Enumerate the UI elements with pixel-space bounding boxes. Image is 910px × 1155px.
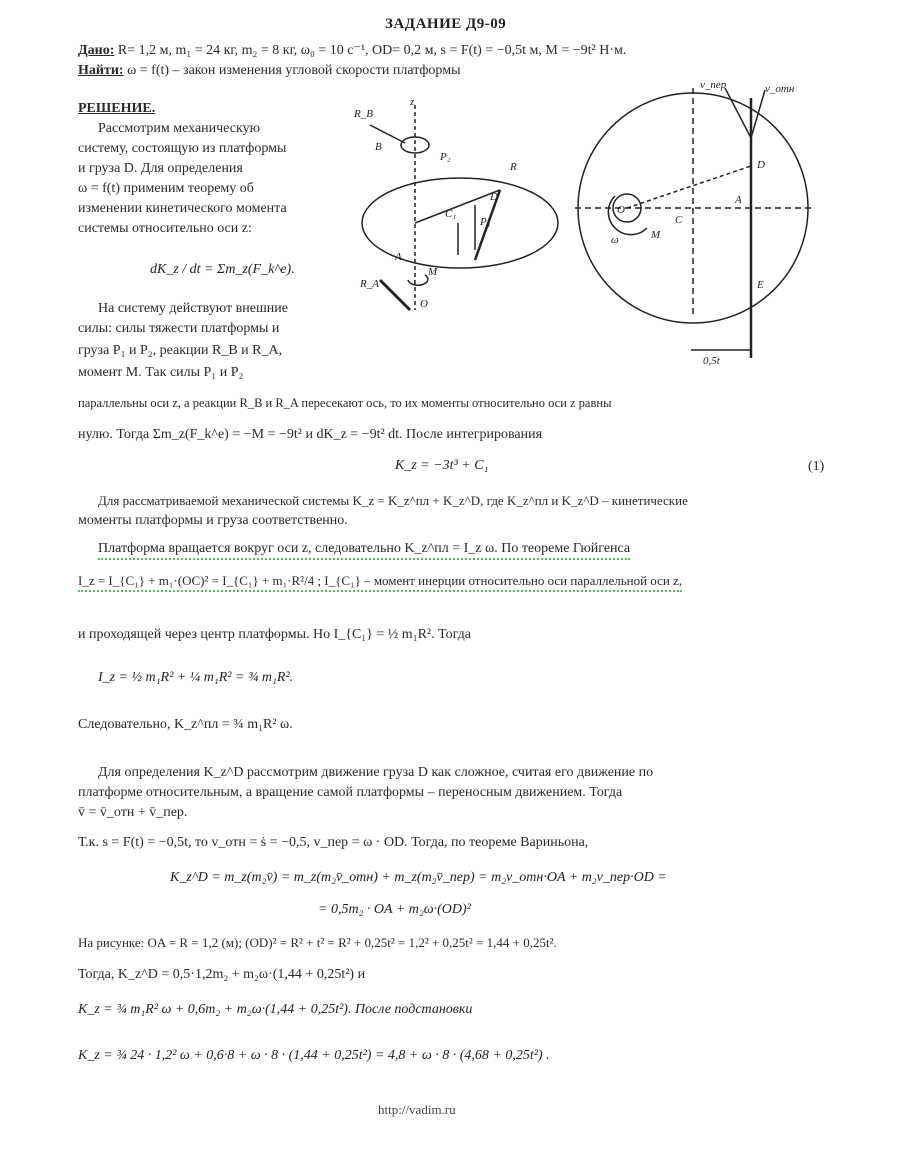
formula-2: K_z = −3t³ + C₁ <box>395 458 489 473</box>
platform-top-view-figure <box>575 78 835 370</box>
p1-line: изменении кинетического момента <box>78 201 287 216</box>
fig-right-label: v_пер <box>700 79 727 91</box>
p2-line: груза P₁ и P₂, реакции R_B и R_A, <box>78 343 283 358</box>
formula-3: I_z = ½ m₁R² + ¼ m₁R² = ¾ m₁R². <box>98 670 294 685</box>
formula-7: K_z = ¾ 24 · 1,2² ω + 0,6·8 + ω · 8 · (1,44 + 0,25t²) = 4,8 + ω · 8 · (4,68 + 0,25t²) . <box>78 1048 550 1063</box>
p1-line: системы относительно оси z: <box>78 221 252 236</box>
footer-url[interactable]: http://vadim.ru <box>378 1102 456 1117</box>
p13-line: v̄ = v̄_отн + v̄_пер. <box>78 805 188 820</box>
formula-1: dK_z / dt = Σm_z(F_k^e). <box>150 262 295 277</box>
votn-vector <box>751 90 765 138</box>
formula-6: K_z = ¾ m₁R² ω + 0,6m₂ + m₂ω·(1,44 + 0,25t²). После подстановки <box>78 1002 473 1017</box>
given-text: R= 1,2 м, m₁ = 24 кг, m₂ = 8 кг, ω₀ = 10 с⁻¹, OD= 0,2 м, s = F(t) = −0,5t м, M = −9t² Н·м. <box>117 43 627 58</box>
ra-vector <box>380 280 410 310</box>
fig-left-label: B <box>375 141 382 153</box>
p16-line: Тогда, K_z^D = 0,5·1,2m₂ + m₂ω·(1,44 + 0,25t²) и <box>78 967 366 982</box>
p2-line: силы: силы тяжести платформы и <box>78 321 280 336</box>
od-line <box>627 166 751 208</box>
platform-ellipse <box>362 178 558 268</box>
fig-left-label: R <box>510 161 517 173</box>
fig-right-label: 0,5t <box>703 355 720 367</box>
p9-line: и проходящей через центр платформы. Но I_{C₁} = ½ m₁R². Тогда <box>78 627 471 642</box>
formula-2-number: (1) <box>808 459 825 474</box>
fig-right-label: D <box>757 159 765 171</box>
given-label: Дано: <box>78 43 115 58</box>
find-text: ω = f(t) – закон изменения угловой скорости платформы <box>127 63 461 78</box>
p1-line: и груза D. Для определения <box>78 161 243 176</box>
p8-line: I_z = I_{C₁} + m₁·(OC)² = I_{C₁} + m₁·R²/4 ; I_{C₁} – момент инерции относительно оси параллельной оси z, <box>78 572 682 592</box>
p3-line: параллельны оси z, а реакции R_B и R_A пересекают ось, то их моменты относительно оси z равны <box>78 396 612 410</box>
p6-line: моменты платформы и груза соответственно. <box>78 513 348 528</box>
fig-left-label: P₂ <box>440 151 451 163</box>
vper-vector <box>725 88 751 138</box>
fig-left-label: P₁ <box>480 216 491 228</box>
fig-left-label: D <box>490 191 498 203</box>
p2-line: На систему действуют внешние <box>98 301 288 316</box>
p1-line: систему, состоящую из платформы <box>78 141 287 156</box>
fig-left-label: M <box>428 266 438 278</box>
p4-line: нулю. Тогда Σm_z(F_k^e) = −M = −9t² и dK_z = −9t² dt. После интегрирования <box>78 427 543 442</box>
fig-right-label: ω <box>611 234 619 246</box>
page-title: ЗАДАНИЕ Д9-09 <box>385 16 507 32</box>
moment-arc <box>408 275 428 285</box>
solution-label: РЕШЕНИЕ. <box>78 101 156 116</box>
p11-line: Для определения K_z^D рассмотрим движение груза D как сложное, считая его движение по <box>98 765 654 780</box>
p1-line: Рассмотрим механическую <box>98 121 261 136</box>
fig-left-label: z <box>410 96 415 108</box>
given-line <box>78 42 626 60</box>
fig-right-label: O <box>617 204 625 216</box>
p7-line: Платформа вращается вокруг оси z, следовательно K_z^пл = I_z ω. По теореме Гюйгенса <box>98 540 630 560</box>
fig-left-label: R_A <box>360 278 379 290</box>
fig-left-label: R_B <box>354 108 373 120</box>
fig-right-label: C <box>675 214 683 226</box>
fig-right-label: A <box>735 194 742 206</box>
fig-right-label: v_отн <box>765 83 795 95</box>
fig-right-label: M <box>651 229 661 241</box>
p1-line: ω = f(t) применим теорему об <box>78 181 254 196</box>
p10-line: Следовательно, K_z^пл = ¾ m₁R² ω. <box>78 717 293 732</box>
fig-left-label: A <box>395 251 402 263</box>
fig-right-label: E <box>757 279 764 291</box>
find-label: Найти: <box>78 63 124 78</box>
p14-line: Т.к. s = F(t) = −0,5t, то v_отн = ṡ = −0,5, v_пер = ω · OD. Тогда, по теореме Вариньона, <box>78 835 589 850</box>
fig-left-label: C₁ <box>445 208 457 220</box>
platform-perspective-figure <box>350 95 570 330</box>
find-line <box>78 62 460 80</box>
p12-line: платформе относительным, а вращение самой платформы – переносным движением. Тогда <box>78 785 623 800</box>
p5-line: Для рассматриваемой механической системы K_z = K_z^пл + K_z^D, где K_z^пл и K_z^D – кинетические <box>98 493 688 508</box>
p2-line: момент M. Так силы P₁ и P₂ <box>78 365 244 380</box>
fig-left-label: O <box>420 298 428 310</box>
p15-line: На рисунке: OA = R = 1,2 (м); (OD)² = R² + t² = R² + 0,25t² = 1,2² + 0,25t² = 1,44 + 0,25t². <box>78 935 557 950</box>
formula-5: = 0,5m₂ · OA + m₂ω·(OD)² <box>318 902 471 917</box>
formula-4: K_z^D = m_z(m₂v̄) = m_z(m₂v̄_отн) + m_z(m₂v̄_пер) = m₂v_отн·OA + m₂v_пер·OD = <box>170 870 667 885</box>
